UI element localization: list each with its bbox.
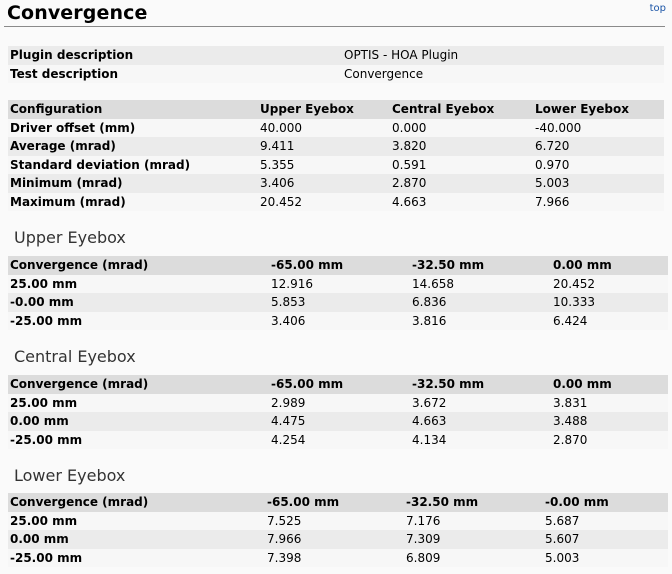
summary-row xyxy=(8,119,664,138)
info-row xyxy=(8,65,664,84)
summary-header-cell: Upper Eyebox xyxy=(258,100,390,119)
header-cell: -32.50 mm xyxy=(404,493,543,512)
header-cell: -32.50 mm xyxy=(410,375,551,394)
table-cell: 7.525 xyxy=(265,512,404,531)
table-header-row xyxy=(8,256,668,275)
row-label: 25.00 mm xyxy=(8,394,269,413)
summary-cell: 2.870 xyxy=(390,174,533,193)
info-value: Convergence xyxy=(342,65,664,84)
table-cell: 3.672 xyxy=(410,394,551,413)
table-row xyxy=(8,549,668,568)
summary-row xyxy=(8,137,664,156)
table-cell: 6.424 xyxy=(551,312,668,331)
table-cell: 7.176 xyxy=(404,512,543,531)
summary-cell: 5.003 xyxy=(533,174,664,193)
upper-eyebox-table xyxy=(8,256,668,330)
table-cell: 5.687 xyxy=(543,512,668,531)
row-label: 25.00 mm xyxy=(8,512,265,531)
section-title-lower: Lower Eyebox xyxy=(14,466,126,485)
row-label: 0.00 mm xyxy=(8,530,265,549)
page-title: Convergence xyxy=(7,2,148,24)
table-cell: 6.809 xyxy=(404,549,543,568)
table-row xyxy=(8,512,668,531)
table-cell: 20.452 xyxy=(551,275,668,294)
header-cell: -32.50 mm xyxy=(410,256,551,275)
row-label: 0.00 mm xyxy=(8,412,269,431)
summary-cell: 0.591 xyxy=(390,156,533,175)
table-header-row xyxy=(8,375,668,394)
table-header-row xyxy=(8,493,668,512)
row-label: -25.00 mm xyxy=(8,549,265,568)
summary-row-label: Average (mrad) xyxy=(8,137,258,156)
row-label: -0.00 mm xyxy=(8,293,269,312)
table-cell: 4.254 xyxy=(269,431,410,450)
summary-cell: 4.663 xyxy=(390,193,533,212)
row-label: -25.00 mm xyxy=(8,312,269,331)
title-divider xyxy=(4,26,665,27)
table-cell: 14.658 xyxy=(410,275,551,294)
summary-cell: 7.966 xyxy=(533,193,664,212)
summary-table xyxy=(8,100,664,211)
header-cell: Convergence (mrad) xyxy=(8,375,269,394)
table-cell: 3.488 xyxy=(551,412,668,431)
table-cell: 3.816 xyxy=(410,312,551,331)
table-row xyxy=(8,293,668,312)
table-cell: 4.663 xyxy=(410,412,551,431)
summary-row-label: Standard deviation (mrad) xyxy=(8,156,258,175)
table-cell: 10.333 xyxy=(551,293,668,312)
table-row xyxy=(8,530,668,549)
summary-cell: 0.000 xyxy=(390,119,533,138)
info-row xyxy=(8,46,664,65)
central-eyebox-table xyxy=(8,375,668,449)
row-label: 25.00 mm xyxy=(8,275,269,294)
summary-cell: 3.406 xyxy=(258,174,390,193)
summary-cell: 3.820 xyxy=(390,137,533,156)
header-cell: Convergence (mrad) xyxy=(8,493,265,512)
summary-header-cell: Lower Eyebox xyxy=(533,100,664,119)
summary-header-cell: Central Eyebox xyxy=(390,100,533,119)
table-cell: 7.398 xyxy=(265,549,404,568)
header-cell: -65.00 mm xyxy=(265,493,404,512)
info-label: Test description xyxy=(8,65,342,84)
summary-cell: 0.970 xyxy=(533,156,664,175)
summary-row-label: Driver offset (mm) xyxy=(8,119,258,138)
section-title-central: Central Eyebox xyxy=(14,347,136,366)
summary-header-row xyxy=(8,100,664,119)
summary-cell: 40.000 xyxy=(258,119,390,138)
section-title-upper: Upper Eyebox xyxy=(14,228,126,247)
summary-cell: 5.355 xyxy=(258,156,390,175)
summary-row xyxy=(8,156,664,175)
table-cell: 7.309 xyxy=(404,530,543,549)
table-cell: 7.966 xyxy=(265,530,404,549)
table-row xyxy=(8,394,668,413)
info-table xyxy=(8,46,664,83)
summary-row-label: Minimum (mrad) xyxy=(8,174,258,193)
table-cell: 4.134 xyxy=(410,431,551,450)
table-row xyxy=(8,275,668,294)
table-cell: 2.870 xyxy=(551,431,668,450)
header-cell: 0.00 mm xyxy=(551,256,668,275)
summary-header-cell: Configuration xyxy=(8,100,258,119)
info-label: Plugin description xyxy=(8,46,342,65)
header-cell: Convergence (mrad) xyxy=(8,256,269,275)
top-link[interactable]: top xyxy=(649,3,666,14)
info-value: OPTIS - HOA Plugin xyxy=(342,46,664,65)
row-label: -25.00 mm xyxy=(8,431,269,450)
summary-row xyxy=(8,193,664,212)
summary-cell: -40.000 xyxy=(533,119,664,138)
table-cell: 3.831 xyxy=(551,394,668,413)
table-row xyxy=(8,412,668,431)
table-row xyxy=(8,312,668,331)
table-cell: 3.406 xyxy=(269,312,410,331)
header-cell: -65.00 mm xyxy=(269,375,410,394)
summary-cell: 9.411 xyxy=(258,137,390,156)
summary-cell: 20.452 xyxy=(258,193,390,212)
table-cell: 4.475 xyxy=(269,412,410,431)
summary-cell: 6.720 xyxy=(533,137,664,156)
header-cell: -0.00 mm xyxy=(543,493,668,512)
table-cell: 6.836 xyxy=(410,293,551,312)
table-row xyxy=(8,431,668,450)
table-cell: 5.607 xyxy=(543,530,668,549)
header-cell: 0.00 mm xyxy=(551,375,668,394)
table-cell: 2.989 xyxy=(269,394,410,413)
table-cell: 5.003 xyxy=(543,549,668,568)
table-cell: 5.853 xyxy=(269,293,410,312)
lower-eyebox-table xyxy=(8,493,668,567)
table-cell: 12.916 xyxy=(269,275,410,294)
summary-row-label: Maximum (mrad) xyxy=(8,193,258,212)
summary-row xyxy=(8,174,664,193)
header-cell: -65.00 mm xyxy=(269,256,410,275)
